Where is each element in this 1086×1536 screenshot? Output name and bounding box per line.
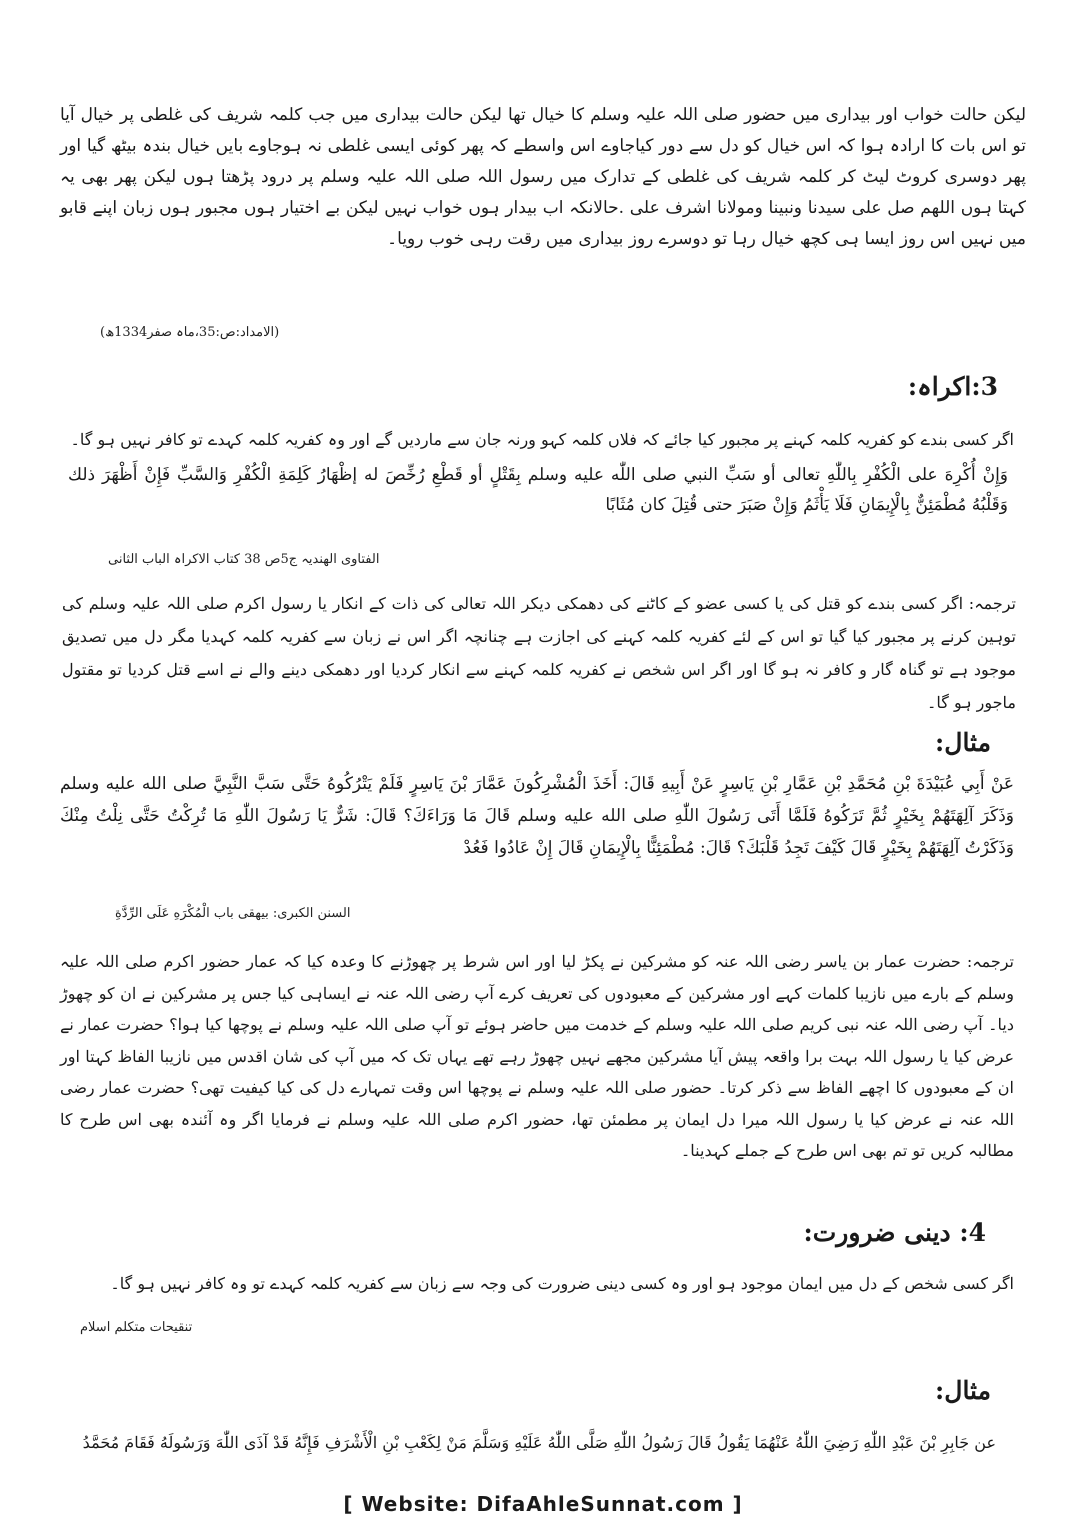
reference-tanqihat: تنقیحات متکلم اسلام [80, 1320, 193, 1335]
heading-dini-zarurat: 4: دینی ضرورت: [803, 1218, 986, 1247]
heading-mithal-1: مثال: [935, 728, 991, 757]
reference-imdad: (الامداد:ص:35،ماہ صفر1334ھ) [100, 325, 280, 340]
heading-ikrah: 3:اکراہ: [907, 372, 998, 401]
paragraph-ikrah: اگر کسی بندے کو کفریہ کلمہ کہنے پر مجبور کیا جائے کہ فلاں کلمہ کہو ورنہ جان سے ماردیں گے اور وہ کفریہ کلمہ کہدے تو کافر نہیں ہو گا۔ [70, 430, 1014, 449]
translation-ikrah: ترجمہ: اگر کسی بندے کو قتل کی یا کسی عضو کے کاٹنے کی دھمکی دیکر اللہ تعالی کی ذات کے انکار یا رسول اکرم صلی اللہ علیہ وسلم کی توہین کرنے پر مجبور کیا گیا تو اس کے لئے کفریہ کلمہ کہنے کی اجازت ہے چنانچہ اگر اس نے زبان سے کفریہ کلمہ کہدیا مگر دل میں تصدیق موجود ہے تو گناہ گار و کافر نہ ہو گا اور اگر اس شخص نے کفریہ کلمہ کہنے سے انکار کردیا اور دھمکی دینے والے نے اسے قتل کردیا تو مقتول ماجور ہو گا۔ [62, 594, 1016, 712]
paragraph-khwab: لیکن حالت خواب اور بیداری میں حضور صلی اللہ علیہ وسلم کا خیال تھا لیکن حالت بیداری میں جب کلمہ شریف کی غلطی پر خیال آیا تو اس بات کا ارادہ ہوا کہ اس خیال کو دل سے دور کیاجاوے اس واسطے کہ پھر کوئی ایسی غلطی نہ ہوجاوے بایں خیال بندہ بیٹھ گیا اور پھر دوسری کروٹ لیٹ کر کلمہ شریف کی غلطی کے تدارک میں رسول اللہ صلی اللہ علیہ وسلم پر درود پڑھتا ہوں لیکن پھر بھی یہ کہتا ہوں اللھم صل علی سیدنا ونبینا ومولانا اشرف علی .حالانکہ اب بیدار ہوں خواب نہیں لیکن بے اختیار ہوں مجبور ہوں زبان اپنے قابو میں نہیں اس روز ایسا ہی کچھ خیال رہا تو دوسرے روز بیداری میں رقت رہی خوب رویا۔ [60, 105, 1026, 249]
arabic-hadith-jabir: عن جَابِرِ بْنَ عَبْدِ اللّٰهِ رَضِيَ اللّٰهُ عَنْهُمَا يَقُولُ قَالَ رَسُولُ اللّٰهِ صَلَّى اللّٰهُ عَلَيْهِ وَسَلَّمَ مَنْ لِكَعْبِ بْنِ الْأَشْرَفِ فَإِنَّهُ قَدْ آذَى اللّٰهَ وَرَسُولَهُ فَقَامَ مُحَمَّدُ [82, 1433, 996, 1452]
reference-fatawa-hindiya: الفتاوی الھندیہ ج5ص 38 کتاب الاکراہ الباب الثانی [108, 552, 380, 567]
paragraph-dini-zarurat: اگر کسی شخص کے دل میں ایمان موجود ہو اور وہ کسی دینی ضرورت کی وجہ سے زبان سے کفریہ کلمہ کہدے تو وہ کافر نہیں ہو گا۔ [110, 1274, 1014, 1293]
reference-sunan-kubra: السنن الکبری: بیھقی باب الْمُكْرَهِ عَلَى الرِّدَّةِ [115, 906, 351, 921]
arabic-hadith-ammar: عَنْ أَبِي عُبَيْدَةَ بْنِ مُحَمَّدِ بْنِ عَمَّارِ بْنِ يَاسِرٍ عَنْ أَبِيهِ قَالَ: أَخَذَ الْمُشْرِكُونَ عَمَّارَ بْنَ يَاسِرٍ فَلَمْ يَتْرُكُوهُ حَتَّى سَبَّ النَّبِيَّ صلى الله عليه وسلم وَذَكَرَ آلِهَتَهُمْ بِخَيْرٍ ثُمَّ تَرَكُوهُ فَلَمَّا أَتَى رَسُولَ اللّٰهِ صلى الله عليه وسلم قَالَ مَا وَرَاءَكَ؟ قَالَ: شَرٌّ يَا رَسُولَ اللّٰهِ مَا تُرِكْتُ حَتَّى نِلْتُ مِنْكَ وَذَكَرْتُ آلِهَتَهُمْ بِخَيْرٍ قَالَ كَيْفَ تَجِدُ قَلْبَكَ؟ قَالَ: مُطْمَئِنًّا بِالْإِيمَانِ قَالَ إِنْ عَادُوا فَعُدْ [60, 774, 1014, 858]
website-footer: [ Website: DifaAhleSunnat.com ] [343, 1492, 743, 1516]
translation-hadith-ammar: ترجمہ: حضرت عمار بن یاسر رضی اللہ عنہ کو مشرکین نے پکڑ لیا اور اس شرط پر چھوڑنے کا وعدہ کیا کہ عمار حضور اکرم صلی اللہ علیہ وسلم کے بارے میں نازیبا کلمات کہے اور مشرکین کے معبودوں کی تعریف کرے آپ رضی اللہ عنہ نے ایساہی کیا جس پر مشرکین نے ان کو چھوڑ دیا۔ آپ رضی اللہ عنہ نبی کریم صلی اللہ علیہ وسلم کے خدمت میں حاضر ہوئے تو آپ صلی اللہ علیہ وسلم نے پوچھا کیا ہوا؟ حضرت عمار نے عرض کیا یا رسول اللہ بہت برا واقعہ پیش آیا مشرکین مجھے نہیں چھوڑ رہے تھے یہاں تک کہ میں آپ کی شان اقدس میں نازیبا الفاظ کہتا اور ان کے معبودوں کا اچھے الفاظ سے ذکر کرتا۔ حضور صلی اللہ علیہ وسلم نے پوچھا اس وقت تمہارے دل کی کیا کیفیت تھی؟ حضرت عمار رضی اللہ عنہ نے عرض کیا یا رسول اللہ میرا دل ایمان پر مطمئن تھا، حضور اکرم صلی اللہ علیہ وسلم نے فرمایا اگر وہ آئندہ بھی اس طرح کا مطالبہ کریں تو تم بھی اس طرح کے جملے کہدینا۔ [60, 952, 1015, 1160]
heading-mithal-2: مثال: [935, 1376, 991, 1405]
arabic-fatawa-hindiya: وَإِنْ أُكْرِهَ على الْكُفْرِ بِاللّٰهِ تعالى أو سَبِّ النبي صلى اللّٰه عليه وسلم بِقَتْلٍ أو قَطْعِ رُخِّصَ له إظْهَارُ كَلِمَةِ الْكُفْرِ وَالسَّبِّ فَإِنْ أَظْهَرَ ذلك وَقَلْبُهُ مُطْمَئِنٌّ بِالْإِيمَانِ فَلَا يَأْثَمُ وَإِنْ صَبَرَ حتى قُتِلَ كان مُثَابًا [68, 465, 1008, 515]
